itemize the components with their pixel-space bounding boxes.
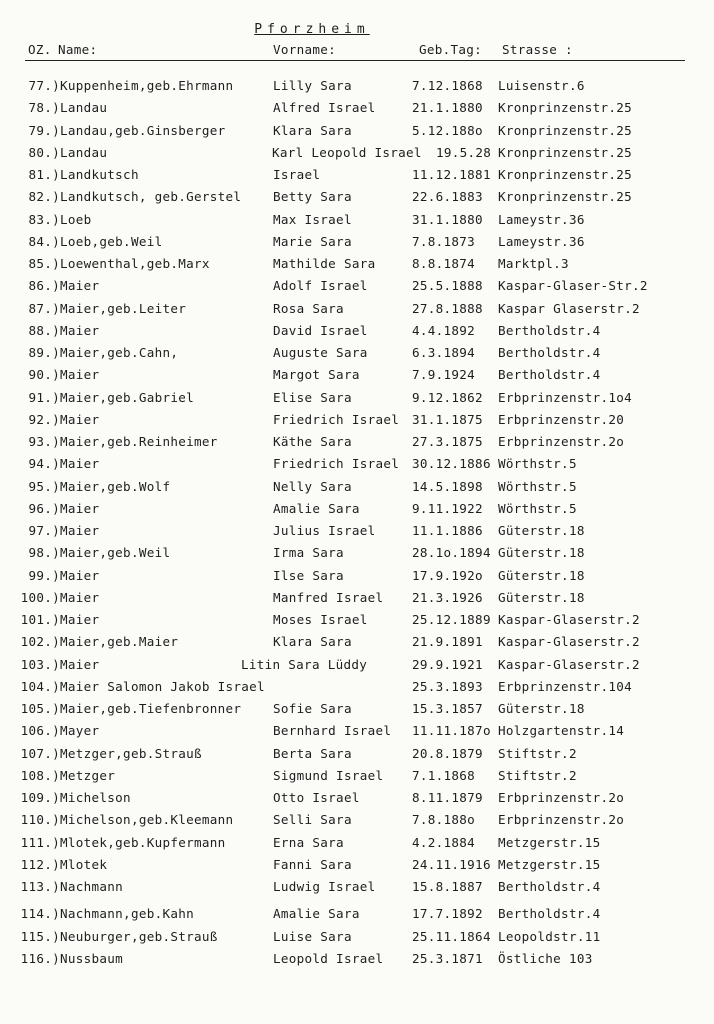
row-geburtstag: 20.8.1879 — [412, 745, 483, 761]
row-name: Landkutsch — [60, 167, 139, 182]
row-number: 91.) — [28, 389, 60, 405]
table-row — [0, 657, 714, 677]
row-vorname: Ilse Sara — [273, 567, 344, 583]
row-number: 111.) — [20, 834, 60, 850]
row-strasse: Kaspar-Glaserstr.2 — [498, 656, 640, 672]
table-row — [0, 123, 714, 143]
row-number: 77.) — [28, 78, 60, 93]
row-strasse: Kronprinzenstr.25 — [498, 189, 632, 205]
row-strasse: Erbprinzenstr.2o — [498, 790, 625, 805]
row-vorname: Klara Sara — [273, 634, 352, 650]
row-name: Maier — [60, 523, 100, 538]
row-geburtstag: 7.8.1873 — [412, 233, 476, 249]
row-vorname: Max Israel — [273, 211, 352, 227]
row-strasse: Marktpl.3 — [498, 256, 569, 271]
row-vorname: Adolf Israel — [273, 278, 368, 294]
row-vorname: Rosa Sara — [273, 300, 344, 316]
row-vorname: Klara Sara — [273, 122, 352, 138]
row-name: Maier,geb.Gabriel — [60, 389, 194, 405]
row-strasse: Bertholdstr.4 — [498, 345, 601, 360]
row-geburtstag: 21.1.1880 — [412, 100, 483, 116]
row-geburtstag: 25.3.1893 — [412, 678, 483, 694]
table-row — [0, 256, 714, 276]
row-name: Landkutsch, geb.Gerstel — [60, 189, 242, 205]
row-vorname: Irma Sara — [273, 545, 344, 561]
row-strasse: Erbprinzenstr.104 — [498, 678, 632, 694]
table-row — [0, 278, 714, 298]
row-vorname: Litin Sara Lüddy — [241, 656, 368, 672]
row-strasse: Metzgerstr.15 — [498, 856, 601, 872]
row-strasse: Kronprinzenstr.25 — [498, 100, 632, 116]
row-geburtstag: 27.3.1875 — [412, 434, 483, 449]
row-geburtstag: 7.9.1924 — [412, 367, 476, 383]
row-name: Maier,geb.Cahn, — [60, 345, 179, 360]
row-name: Mayer — [60, 723, 100, 739]
row-geburtstag: 6.3.1894 — [412, 345, 476, 360]
header-oz: OZ. — [28, 42, 52, 57]
row-number: 87.) — [28, 300, 60, 316]
row-geburtstag: 8.8.1874 — [412, 256, 476, 271]
table-row — [0, 100, 714, 120]
row-geburtstag: 25.11.1864 — [412, 928, 491, 944]
row-name: Michelson — [60, 790, 131, 805]
row-strasse: Kaspar-Glaserstr.2 — [498, 634, 640, 650]
row-number: 112.) — [20, 856, 60, 872]
table-row — [0, 78, 714, 98]
header-geb-tag: Geb.Tag: — [419, 42, 483, 57]
row-geburtstag: 11.12.1881 — [412, 167, 491, 182]
row-geburtstag: 7.1.1868 — [412, 767, 476, 783]
row-number: 113.) — [20, 879, 60, 894]
row-name: Maier — [60, 456, 100, 472]
row-vorname: Leopold Israel — [273, 950, 384, 966]
row-name: Maier,geb.Leiter — [60, 300, 187, 316]
row-name: Mlotek — [60, 856, 108, 872]
row-vorname: Amalie Sara — [273, 500, 360, 516]
row-number: 106.) — [20, 723, 60, 739]
row-name: Maier,geb.Wolf — [60, 478, 171, 494]
row-strasse: Wörthstr.5 — [498, 456, 577, 472]
row-strasse: Erbprinzenstr.2o — [498, 434, 625, 449]
row-geburtstag: 27.8.1888 — [412, 300, 483, 316]
table-row — [0, 479, 714, 499]
row-name: Maier — [60, 656, 100, 672]
row-name: Maier,geb.Maier — [60, 634, 179, 650]
row-geburtstag: 25.12.1889 — [412, 612, 491, 627]
row-number: 102.) — [20, 634, 60, 650]
row-strasse: Lameystr.36 — [498, 233, 585, 249]
table-row — [0, 723, 714, 743]
row-strasse: Bertholdstr.4 — [498, 322, 601, 338]
row-name: Nussbaum — [60, 950, 124, 966]
row-geburtstag: 25.5.1888 — [412, 278, 483, 294]
row-vorname: Manfred Israel — [273, 589, 384, 605]
row-strasse: Bertholdstr.4 — [498, 906, 601, 922]
row-geburtstag: 14.5.1898 — [412, 478, 483, 494]
row-vorname: Sofie Sara — [273, 701, 352, 716]
row-vorname: Margot Sara — [273, 367, 360, 383]
row-number: 85.) — [28, 256, 60, 271]
row-number: 116.) — [20, 950, 60, 966]
row-vorname: Auguste Sara — [273, 345, 368, 360]
row-number: 98.) — [28, 545, 60, 561]
table-row — [0, 790, 714, 810]
row-geburtstag: 21.9.1891 — [412, 634, 483, 650]
row-strasse: Luisenstr.6 — [498, 78, 585, 93]
table-row — [0, 212, 714, 232]
row-number: 79.) — [28, 122, 60, 138]
row-name: Maier,geb.Weil — [60, 545, 171, 561]
row-geburtstag: 29.9.1921 — [412, 656, 483, 672]
row-name: Landau,geb.Ginsberger — [60, 122, 226, 138]
row-geburtstag: 9.12.1862 — [412, 389, 483, 405]
row-geburtstag: 15.8.1887 — [412, 879, 483, 894]
row-vorname: Ludwig Israel — [273, 879, 376, 894]
table-row — [0, 189, 714, 209]
row-geburtstag: 15.3.1857 — [412, 701, 483, 716]
row-strasse: Güterstr.18 — [498, 523, 585, 538]
row-vorname: Amalie Sara — [273, 906, 360, 922]
row-geburtstag: 4.2.1884 — [412, 834, 476, 850]
header-strasse: Strasse : — [502, 42, 573, 57]
table-row — [0, 679, 714, 699]
row-vorname: Friedrich Israel — [273, 456, 400, 472]
row-vorname: Käthe Sara — [273, 434, 352, 449]
row-number: 96.) — [28, 500, 60, 516]
row-number: 86.) — [28, 278, 60, 294]
row-name: Metzger — [60, 767, 116, 783]
row-geburtstag: 11.1.1886 — [412, 523, 483, 538]
row-name: Maier — [60, 367, 100, 383]
row-number: 95.) — [28, 478, 60, 494]
row-name: Maier — [60, 278, 100, 294]
row-number: 80.) — [28, 144, 60, 160]
table-row — [0, 545, 714, 565]
table-row — [0, 434, 714, 454]
row-geburtstag: 11.11.187o — [412, 723, 491, 739]
row-name: Maier — [60, 411, 100, 427]
row-number: 78.) — [28, 100, 60, 116]
table-header — [25, 40, 685, 61]
row-vorname: Fanni Sara — [273, 856, 352, 872]
row-name: Maier,geb.Tiefenbronner — [60, 701, 242, 716]
row-geburtstag: 4.4.1892 — [412, 322, 476, 338]
row-strasse: Wörthstr.5 — [498, 500, 577, 516]
row-geburtstag: 22.6.1883 — [412, 189, 483, 205]
row-name: Nachmann — [60, 879, 124, 894]
row-number: 109.) — [20, 790, 60, 805]
row-vorname: Nelly Sara — [273, 478, 352, 494]
row-geburtstag: 7.8.188o — [412, 812, 476, 828]
table-row — [0, 323, 714, 343]
row-vorname: Mathilde Sara — [273, 256, 376, 271]
row-strasse: Erbprinzenstr.2o — [498, 812, 625, 828]
table-row — [0, 612, 714, 632]
row-name: Landau — [60, 100, 108, 116]
row-vorname: Bernhard Israel — [273, 723, 392, 739]
row-name: Maier — [60, 322, 100, 338]
row-number: 93.) — [28, 434, 60, 449]
table-row — [0, 590, 714, 610]
table-row — [0, 456, 714, 476]
row-name: Maier,geb.Reinheimer — [60, 434, 218, 449]
row-strasse: Erbprinzenstr.1o4 — [498, 389, 632, 405]
row-vorname: Marie Sara — [273, 233, 352, 249]
table-row — [0, 701, 714, 721]
row-number: 104.) — [20, 678, 60, 694]
row-strasse: Kronprinzenstr.25 — [498, 167, 632, 182]
row-geburtstag: 8.11.1879 — [412, 790, 483, 805]
row-geburtstag: 19.5.28 — [436, 144, 492, 160]
row-strasse: Kronprinzenstr.25 — [498, 122, 632, 138]
row-vorname: Luise Sara — [273, 928, 352, 944]
table-row — [0, 634, 714, 654]
row-strasse: Kaspar-Glaserstr.2 — [498, 612, 640, 627]
row-number: 81.) — [28, 167, 60, 182]
row-strasse: Kaspar Glaserstr.2 — [498, 300, 640, 316]
table-row — [0, 367, 714, 387]
row-name: Loewenthal,geb.Marx — [60, 256, 210, 271]
row-number: 107.) — [20, 745, 60, 761]
row-number: 114.) — [20, 906, 60, 922]
table-row — [0, 746, 714, 766]
row-number: 90.) — [28, 367, 60, 383]
row-geburtstag: 5.12.188o — [412, 122, 483, 138]
row-vorname: Israel — [273, 167, 321, 182]
row-vorname: Julius Israel — [273, 523, 376, 538]
row-name: Maier Salomon Jakob Israel — [60, 678, 265, 694]
table-row — [0, 145, 714, 165]
table-row — [0, 568, 714, 588]
table-row — [0, 768, 714, 788]
row-vorname: Moses Israel — [273, 612, 368, 627]
row-number: 100.) — [20, 589, 60, 605]
row-geburtstag: 31.1.1880 — [412, 211, 483, 227]
row-strasse: Leopoldstr.11 — [498, 928, 601, 944]
table-row — [0, 345, 714, 365]
table-row — [0, 835, 714, 855]
row-vorname: Friedrich Israel — [273, 411, 400, 427]
row-vorname: Berta Sara — [273, 745, 352, 761]
row-name: Landau — [60, 144, 108, 160]
table-row — [0, 167, 714, 187]
row-number: 103.) — [20, 656, 60, 672]
row-number: 115.) — [20, 928, 60, 944]
row-name: Maier — [60, 500, 100, 516]
row-number: 105.) — [20, 701, 60, 716]
header-vorname: Vorname: — [273, 42, 337, 57]
row-strasse: Güterstr.18 — [498, 567, 585, 583]
table-row — [0, 523, 714, 543]
row-strasse: Lameystr.36 — [498, 211, 585, 227]
table-row — [0, 929, 714, 949]
row-number: 83.) — [28, 211, 60, 227]
row-name: Maier — [60, 589, 100, 605]
row-strasse: Östliche 103 — [498, 950, 593, 966]
row-strasse: Kaspar-Glaser-Str.2 — [498, 278, 648, 294]
row-name: Nachmann,geb.Kahn — [60, 906, 194, 922]
row-geburtstag: 9.11.1922 — [412, 500, 483, 516]
table-row — [0, 812, 714, 832]
row-strasse: Metzgerstr.15 — [498, 834, 601, 850]
table-row — [0, 234, 714, 254]
table-row — [0, 301, 714, 321]
row-name: Maier — [60, 567, 100, 583]
row-strasse: Stiftstr.2 — [498, 767, 577, 783]
row-geburtstag: 31.1.1875 — [412, 411, 483, 427]
row-strasse: Bertholdstr.4 — [498, 879, 601, 894]
row-geburtstag: 17.7.1892 — [412, 906, 483, 922]
table-row — [0, 501, 714, 521]
row-number: 82.) — [28, 189, 60, 205]
row-strasse: Stiftstr.2 — [498, 745, 577, 761]
row-geburtstag: 28.1o.1894 — [412, 545, 491, 561]
row-number: 88.) — [28, 322, 60, 338]
row-vorname: Sigmund Israel — [273, 767, 384, 783]
row-vorname: Selli Sara — [273, 812, 352, 828]
row-name: Kuppenheim,geb.Ehrmann — [60, 78, 234, 93]
row-name: Michelson,geb.Kleemann — [60, 812, 234, 828]
page-title: Pforzheim — [254, 22, 370, 37]
row-number: 110.) — [20, 812, 60, 828]
table-row — [0, 412, 714, 432]
row-strasse: Güterstr.18 — [498, 545, 585, 561]
table-row — [0, 390, 714, 410]
table-row — [0, 906, 714, 926]
row-strasse: Bertholdstr.4 — [498, 367, 601, 383]
row-vorname: Alfred Israel — [273, 100, 376, 116]
row-number: 92.) — [28, 411, 60, 427]
table-row — [0, 879, 714, 899]
row-strasse: Güterstr.18 — [498, 589, 585, 605]
row-strasse: Kronprinzenstr.25 — [498, 144, 632, 160]
row-number: 94.) — [28, 456, 60, 472]
row-name: Maier — [60, 612, 100, 627]
row-number: 101.) — [20, 612, 60, 627]
row-name: Loeb — [60, 211, 92, 227]
header-name: Name: — [58, 42, 98, 57]
row-vorname: Lilly Sara — [273, 78, 352, 93]
table-row — [0, 857, 714, 877]
row-name: Metzger,geb.Strauß — [60, 745, 202, 761]
row-number: 97.) — [28, 523, 60, 538]
row-vorname: Betty Sara — [273, 189, 352, 205]
table-row — [0, 951, 714, 971]
row-number: 89.) — [28, 345, 60, 360]
row-name: Neuburger,geb.Strauß — [60, 928, 218, 944]
row-geburtstag: 24.11.1916 — [412, 856, 491, 872]
row-strasse: Holzgartenstr.14 — [498, 723, 625, 739]
row-number: 99.) — [28, 567, 60, 583]
row-number: 108.) — [20, 767, 60, 783]
row-geburtstag: 30.12.1886 — [412, 456, 491, 472]
row-geburtstag: 17.9.192o — [412, 567, 483, 583]
row-vorname: Erna Sara — [273, 834, 344, 850]
row-vorname: Otto Israel — [273, 790, 360, 805]
row-number: 84.) — [28, 233, 60, 249]
row-name: Loeb,geb.Weil — [60, 233, 163, 249]
row-name: Mlotek,geb.Kupfermann — [60, 834, 226, 850]
row-vorname: David Israel — [273, 322, 368, 338]
row-geburtstag: 21.3.1926 — [412, 589, 483, 605]
row-strasse: Wörthstr.5 — [498, 478, 577, 494]
row-strasse: Erbprinzenstr.20 — [498, 411, 625, 427]
row-geburtstag: 25.3.1871 — [412, 950, 483, 966]
row-strasse: Güterstr.18 — [498, 701, 585, 716]
row-geburtstag: 7.12.1868 — [412, 78, 483, 93]
row-vorname: Karl Leopold Israel — [272, 144, 422, 160]
row-vorname: Elise Sara — [273, 389, 352, 405]
